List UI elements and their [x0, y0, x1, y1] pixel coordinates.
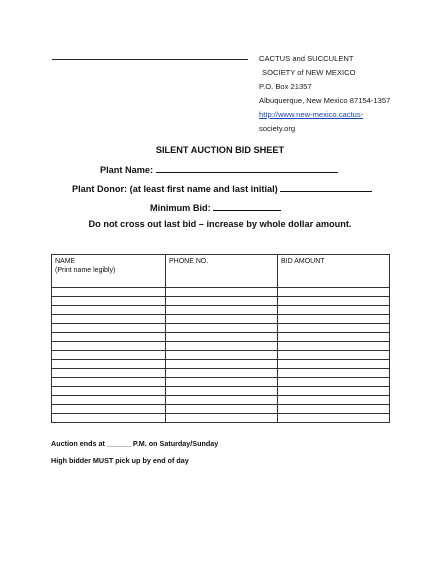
name-cell[interactable] [52, 405, 166, 414]
plant-donor-row [72, 182, 372, 194]
website-link-line2[interactable]: society.org [259, 124, 296, 133]
table-row [52, 342, 390, 351]
plant-donor-field[interactable] [280, 182, 372, 192]
column-header-name [52, 255, 166, 288]
plant-name-label: Plant Name: [100, 165, 154, 175]
name-cell[interactable] [52, 414, 166, 423]
bid-amount-cell[interactable] [278, 288, 390, 297]
bid-amount-cell[interactable] [278, 342, 390, 351]
name-cell[interactable] [52, 324, 166, 333]
pickup-note: High bidder MUST pick up by end of day [51, 456, 189, 465]
organization-address-block [259, 52, 390, 136]
table-row [52, 405, 390, 414]
table-row [52, 297, 390, 306]
table-row [52, 396, 390, 405]
bid-amount-cell[interactable] [278, 378, 390, 387]
bid-amount-cell[interactable] [278, 360, 390, 369]
name-cell[interactable] [52, 342, 166, 351]
bid-amount-cell[interactable] [278, 297, 390, 306]
bid-amount-cell[interactable] [278, 324, 390, 333]
name-cell[interactable] [52, 351, 166, 360]
phone-cell[interactable] [166, 378, 278, 387]
table-row [52, 369, 390, 378]
name-cell[interactable] [52, 288, 166, 297]
city-state-zip: Albuquerque, New Mexico 87154-1357 [259, 96, 391, 105]
name-cell[interactable] [52, 369, 166, 378]
phone-cell[interactable] [166, 405, 278, 414]
name-cell[interactable] [52, 360, 166, 369]
phone-cell[interactable] [166, 315, 278, 324]
column-header-name-title: NAME [55, 258, 76, 265]
bid-instruction: Do not cross out last bid – increase by whole dollar amount. [88, 219, 352, 229]
table-row [52, 360, 390, 369]
column-header-bid-amount-title: BID AMOUNT [281, 258, 325, 265]
name-cell[interactable] [52, 297, 166, 306]
name-cell[interactable] [52, 333, 166, 342]
phone-cell[interactable] [166, 297, 278, 306]
phone-cell[interactable] [166, 306, 278, 315]
phone-cell[interactable] [166, 360, 278, 369]
column-header-phone [166, 255, 278, 288]
phone-cell[interactable] [166, 396, 278, 405]
table-row [52, 306, 390, 315]
auction-end-note [51, 439, 218, 448]
plant-donor-label: Plant Donor: (at least first name and last initial) [72, 184, 278, 194]
bid-amount-cell[interactable] [278, 351, 390, 360]
phone-cell[interactable] [166, 414, 278, 423]
name-cell[interactable] [52, 315, 166, 324]
plant-name-field[interactable] [156, 163, 338, 173]
website-link[interactable] [259, 108, 390, 136]
bid-amount-cell[interactable] [278, 333, 390, 342]
bid-table [51, 254, 390, 423]
bid-amount-cell[interactable] [278, 405, 390, 414]
page-title: SILENT AUCTION BID SHEET [155, 145, 285, 155]
column-header-bid-amount [278, 255, 390, 288]
org-name-line2: SOCIETY of NEW MEXICO [262, 68, 356, 77]
table-row [52, 324, 390, 333]
table-row [52, 351, 390, 360]
bid-amount-cell[interactable] [278, 396, 390, 405]
phone-cell[interactable] [166, 333, 278, 342]
phone-cell[interactable] [166, 342, 278, 351]
signature-line [52, 59, 248, 60]
table-row [52, 387, 390, 396]
name-cell[interactable] [52, 306, 166, 315]
table-row [52, 288, 390, 297]
column-header-name-subtitle: (Print name legibly) [55, 267, 116, 274]
minimum-bid-label: Minimum Bid: [150, 203, 211, 213]
phone-cell[interactable] [166, 387, 278, 396]
minimum-bid-row [150, 201, 281, 213]
po-box: P.O. Box 21357 [259, 82, 312, 91]
phone-cell[interactable] [166, 351, 278, 360]
bid-amount-cell[interactable] [278, 369, 390, 378]
phone-cell[interactable] [166, 324, 278, 333]
column-header-phone-title: PHONE NO. [169, 258, 209, 265]
plant-name-row [100, 163, 338, 175]
phone-cell[interactable] [166, 369, 278, 378]
org-name-line1: CACTUS and SUCCULENT [259, 54, 354, 63]
table-row [52, 414, 390, 423]
website-link-line1[interactable]: http://www.new-mexico.cactus- [259, 110, 364, 119]
name-cell[interactable] [52, 378, 166, 387]
table-row [52, 378, 390, 387]
auction-end-prefix: Auction ends at [51, 439, 105, 448]
bid-amount-cell[interactable] [278, 387, 390, 396]
auction-end-time-blank[interactable]: ______ [106, 439, 131, 448]
auction-end-suffix: P.M. on Saturday/Sunday [132, 439, 219, 448]
name-cell[interactable] [52, 387, 166, 396]
bid-amount-cell[interactable] [278, 414, 390, 423]
minimum-bid-field[interactable] [213, 201, 281, 211]
table-row [52, 333, 390, 342]
bid-amount-cell[interactable] [278, 306, 390, 315]
bid-amount-cell[interactable] [278, 315, 390, 324]
table-row [52, 315, 390, 324]
name-cell[interactable] [52, 396, 166, 405]
table-header-row [52, 255, 390, 288]
phone-cell[interactable] [166, 288, 278, 297]
